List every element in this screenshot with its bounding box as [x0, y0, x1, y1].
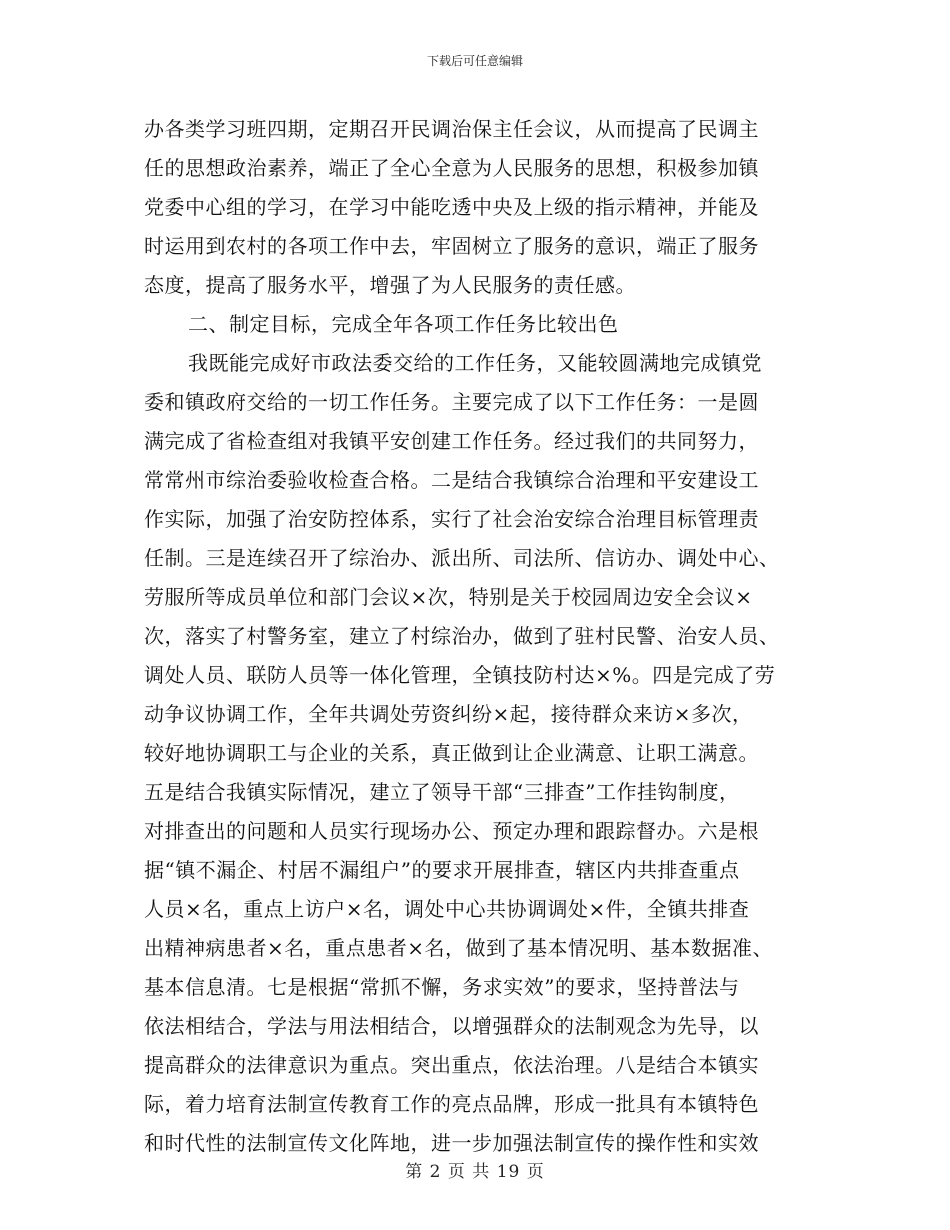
text-line: 提高群众的法律意识为重点。突出重点，依法治理。八是结合本镇实 [144, 1053, 759, 1077]
text-line: 党委中心组的学习，在学习中能吃透中央及上级的指示精神，并能及 [144, 195, 759, 219]
page-number: 第 2 页 共 19 页 [405, 1162, 545, 1182]
text-line: 任的思想政治素养，端正了全心全意为人民服务的思想，积极参加镇 [144, 156, 759, 180]
text-line: 基本信息清。七是根据“常抓不懈，务求实效”的要求，坚持普法与 [144, 975, 740, 999]
text-line: 委和镇政府交给的一切工作任务。主要完成了以下工作任务：一是圆 [144, 390, 759, 414]
text-line: 际，着力培育法制宣传教育工作的亮点品牌，形成一批具有本镇特色 [144, 1092, 759, 1116]
text-line: 依法相结合，学法与用法相结合，以增强群众的法制观念为先导，以 [144, 1014, 759, 1038]
text-line: 作实际，加强了治安防控体系，实行了社会治安综合治理目标管理责 [144, 507, 759, 531]
text-line: 对排查出的问题和人员实行现场办公、预定办理和跟踪督办。六是根 [144, 819, 759, 843]
text-line: 次，落实了村警务室，建立了村综治办，做到了驻村民警、治安人员、 [144, 624, 780, 648]
text-line: 和时代性的法制宣传文化阵地，进一步加强法制宣传的操作性和实效 [144, 1131, 759, 1155]
text-line: 动争议协调工作，全年共调处劳资纠纷×起，接待群众来访×多次， [144, 702, 753, 726]
text-line: 时运用到农村的各项工作中去，牢固树立了服务的意识，端正了服务 [144, 234, 759, 258]
text-line: 调处人员、联防人员等一体化管理，全镇技防村达×%。四是完成了劳 [144, 663, 776, 687]
header-note: 下载后可任意编辑 [426, 54, 523, 68]
text-line: 五是结合我镇实际情况，建立了领导干部“三排查”工作挂钩制度， [144, 780, 740, 804]
section-heading: 二、制定目标，完成全年各项工作任务比较出色 [188, 312, 619, 336]
text-line: 态度，提高了服务水平，增强了为人民服务的责任感。 [144, 273, 636, 297]
text-line: 人员×名，重点上访户×名，调处中心共协调调处×件，全镇共排查 [144, 897, 750, 921]
text-line: 较好地协调职工与企业的关系，真正做到让企业满意、让职工满意。 [144, 741, 759, 765]
text-line: 据“镇不漏企、村居不漏组户”的要求开展排查，辖区内共排查重点 [144, 858, 740, 882]
text-line: 我既能完成好市政法委交给的工作任务，又能较圆满地完成镇党 [188, 351, 762, 375]
body-text [144, 110, 809, 1163]
text-line: 出精神病患者×名，重点患者×名，做到了基本情况明、基本数据准、 [144, 936, 774, 960]
text-line: 劳服所等成员单位和部门会议×次，特别是关于校园周边安全会议× [144, 585, 753, 609]
text-line: 任制。三是连续召开了综治办、派出所、司法所、信访办、调处中心、 [144, 546, 780, 570]
text-line: 办各类学习班四期，定期召开民调治保主任会议，从而提高了民调主 [144, 117, 759, 141]
text-line: 常常州市综治委验收检查合格。二是结合我镇综合治理和平安建设工 [144, 468, 759, 492]
text-line: 满完成了省检查组对我镇平安创建工作任务。经过我们的共同努力， [144, 429, 759, 453]
